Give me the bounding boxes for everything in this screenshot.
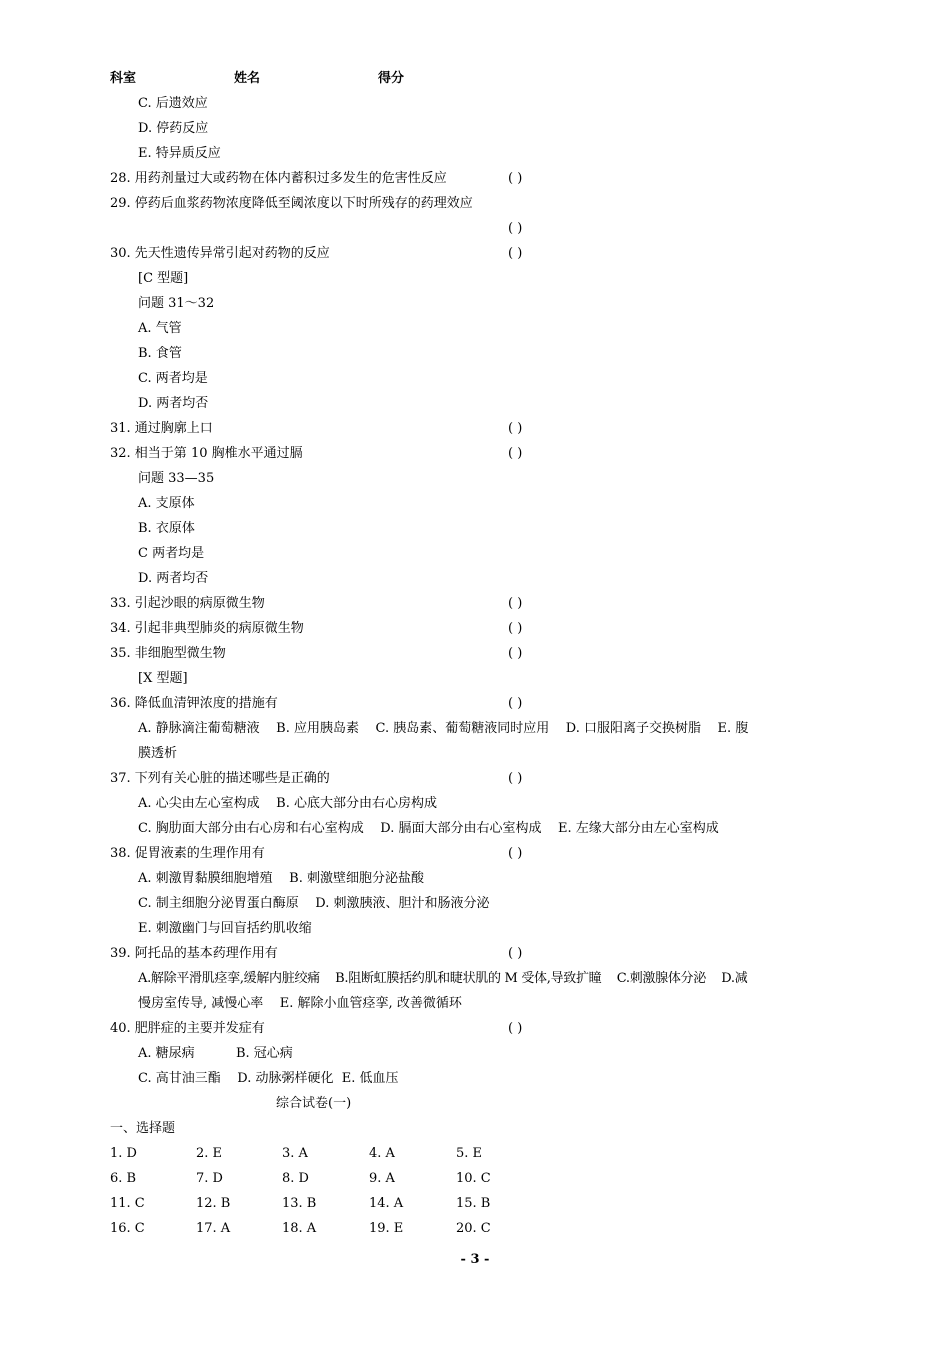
question-31: 31. 通过胸廓上口 xyxy=(110,421,213,436)
option-line: C. 胸肋面大部分由右心房和右心室构成 D. 膈面大部分由右心室构成 E. 左缘大部分由左心室构成 xyxy=(138,821,719,836)
answer-item: 18. A xyxy=(282,1221,317,1236)
question-35: 35. 非细胞型微生物 xyxy=(110,646,226,661)
answer-section-heading: 一、选择题 xyxy=(110,1121,176,1136)
section-c-type: [C 型题] xyxy=(138,271,189,286)
answer-item: 20. C xyxy=(456,1221,491,1236)
question-38: 38. 促胃液素的生理作用有 xyxy=(110,846,265,861)
answer-item: 1. D xyxy=(110,1146,137,1161)
option-line: E. 刺激幽门与回盲括约肌收缩 xyxy=(138,921,312,936)
option-line: D. 停药反应 xyxy=(138,121,209,136)
answer-blank: ( ) xyxy=(508,221,523,236)
answer-item: 16. C xyxy=(110,1221,145,1236)
question-33: 33. 引起沙眼的病原微生物 xyxy=(110,596,265,611)
option-line: 慢房室传导, 减慢心率 E. 解除小血管痉挛, 改善微循环 xyxy=(138,996,462,1011)
option-line: D. 两者均否 xyxy=(138,571,209,586)
answer-item: 8. D xyxy=(282,1171,309,1186)
answer-blank: ( ) xyxy=(508,421,523,436)
option-line: A. 静脉滴注葡萄糖液 B. 应用胰岛素 C. 胰岛素、葡萄糖液同时应用 D. 口服阳离子交换树脂 E. 腹 xyxy=(138,721,749,736)
answer-item: 12. B xyxy=(196,1196,231,1211)
option-line: E. 特异质反应 xyxy=(138,146,221,161)
answer-item: 3. A xyxy=(282,1146,308,1161)
answer-item: 17. A xyxy=(196,1221,231,1236)
problem-group: 问题 33—35 xyxy=(138,471,215,486)
option-line: C. 制主细胞分泌胃蛋白酶原 D. 刺激胰液、胆汁和肠液分泌 xyxy=(138,896,490,911)
option-line: A. 气管 xyxy=(138,321,182,336)
answer-item: 13. B xyxy=(282,1196,317,1211)
answer-blank: ( ) xyxy=(508,171,523,186)
option-line: A. 糖尿病 B. 冠心病 xyxy=(138,1046,293,1061)
answer-item: 14. A xyxy=(369,1196,404,1211)
answer-blank: ( ) xyxy=(508,446,523,461)
page-number: - 3 - xyxy=(460,1252,490,1267)
question-34: 34. 引起非典型肺炎的病原微生物 xyxy=(110,621,304,636)
section-x-type: [X 型题] xyxy=(138,671,188,686)
option-line: 膜透析 xyxy=(138,746,178,761)
option-line: C. 后遗效应 xyxy=(138,96,208,111)
answer-item: 10. C xyxy=(456,1171,491,1186)
question-36: 36. 降低血清钾浓度的措施有 xyxy=(110,696,278,711)
answer-item: 7. D xyxy=(196,1171,223,1186)
header-dept: 科室 xyxy=(110,71,137,86)
answer-blank: ( ) xyxy=(508,771,523,786)
answer-item: 4. A xyxy=(369,1146,395,1161)
answer-item: 5. E xyxy=(456,1146,483,1161)
question-29: 29. 停药后血浆药物浓度降低至阈浓度以下时所残存的药理效应 xyxy=(110,196,473,211)
question-30: 30. 先天性遗传异常引起对药物的反应 xyxy=(110,246,330,261)
option-line: B. 衣原体 xyxy=(138,521,195,536)
question-40: 40. 肥胖症的主要并发症有 xyxy=(110,1021,265,1036)
option-line: A. 刺激胃黏膜细胞增殖 B. 刺激壁细胞分泌盐酸 xyxy=(138,871,425,886)
answer-item: 9. A xyxy=(369,1171,395,1186)
answer-item: 11. C xyxy=(110,1196,145,1211)
option-line: C. 两者均是 xyxy=(138,371,208,386)
option-line: B. 食管 xyxy=(138,346,182,361)
answer-item: 2. E xyxy=(196,1146,223,1161)
answer-item: 15. B xyxy=(456,1196,491,1211)
option-line: D. 两者均否 xyxy=(138,396,209,411)
question-28: 28. 用药剂量过大或药物在体内蓄积过多发生的危害性反应 xyxy=(110,171,447,186)
option-line: A. 心尖由左心室构成 B. 心底大部分由右心房构成 xyxy=(138,796,438,811)
answer-blank: ( ) xyxy=(508,596,523,611)
header-score: 得分 xyxy=(378,71,405,86)
answer-item: 19. E xyxy=(369,1221,404,1236)
answer-blank: ( ) xyxy=(508,696,523,711)
answer-blank: ( ) xyxy=(508,1021,523,1036)
question-39: 39. 阿托品的基本药理作用有 xyxy=(110,946,278,961)
answer-blank: ( ) xyxy=(508,946,523,961)
option-line: C 两者均是 xyxy=(138,546,205,561)
answer-key-title: 综合试卷(一) xyxy=(276,1096,352,1111)
answer-blank: ( ) xyxy=(508,621,523,636)
answer-blank: ( ) xyxy=(508,246,523,261)
option-line: A.解除平滑肌痉挛,缓解内脏绞痛 B.阻断虹膜括约肌和睫状肌的 M 受体,导致扩瞳 C.刺激腺体分泌 D.减 xyxy=(138,971,748,986)
problem-group: 问题 31～32 xyxy=(138,296,215,311)
option-line: C. 高甘油三酯 D. 动脉粥样硬化 E. 低血压 xyxy=(138,1071,399,1086)
answer-item: 6. B xyxy=(110,1171,137,1186)
answer-blank: ( ) xyxy=(508,646,523,661)
header-name: 姓名 xyxy=(234,71,261,86)
question-37: 37. 下列有关心脏的描述哪些是正确的 xyxy=(110,771,330,786)
question-32: 32. 相当于第 10 胸椎水平通过膈 xyxy=(110,446,303,461)
option-line: A. 支原体 xyxy=(138,496,195,511)
answer-blank: ( ) xyxy=(508,846,523,861)
